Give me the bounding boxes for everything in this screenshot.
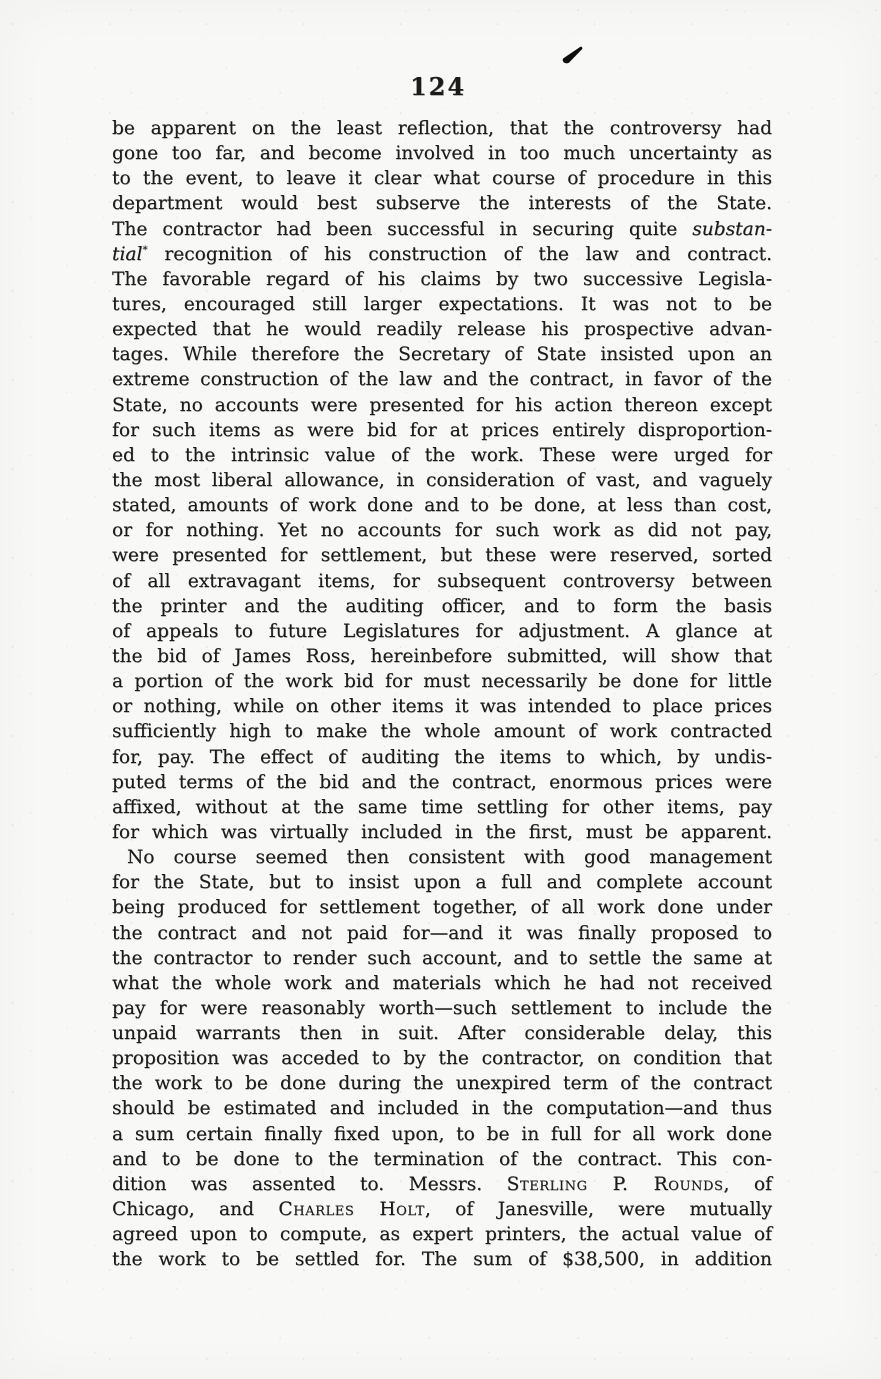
text-line: of appeals to future Legislatures for adjustment. A glance at	[112, 620, 772, 642]
text-segment-sc: Sterling P. Rounds	[506, 1173, 724, 1195]
text-line: being produced for settlement together, of all work done under	[112, 897, 772, 919]
text-segment-i: tial	[112, 243, 143, 265]
text-segment: , of	[723, 1173, 772, 1195]
text-line: should be estimated and included in the computation—and thus	[112, 1098, 772, 1120]
text-line: for such items as were bid for at prices entirely disproportion-	[112, 419, 772, 441]
text-segment-i: substan-	[692, 218, 772, 240]
text-line: tages. While therefore the Secretary of State insisted upon an	[112, 344, 772, 366]
text-line: agreed upon to compute, as expert printers, the actual value of	[112, 1224, 772, 1246]
text-line: the work to be done during the unexpired term of the contract	[112, 1073, 772, 1095]
text-line: stated, amounts of work done and to be done, at less than cost,	[112, 495, 772, 517]
text-line: for, pay. The effect of auditing the items to which, by undis-	[112, 746, 772, 768]
pen-stroke-icon	[562, 45, 584, 65]
text-line: the most liberal allowance, in consideration of vast, and vaguely	[112, 469, 772, 491]
text-line	[112, 217, 772, 242]
text-line: the work to be settled for. The sum of $38,500, in addition	[112, 1249, 772, 1271]
text-segment: , of Janesville, were mutually	[424, 1199, 772, 1221]
text-line: pay for were reasonably worth—such settlement to include the	[112, 997, 772, 1019]
text-segment: The contractor had been successful in securing quite	[112, 218, 693, 240]
text-line: the bid of James Ross, hereinbefore submitted, will show that	[112, 645, 772, 667]
text-line: be apparent on the least reflection, that the controversy had	[112, 118, 772, 139]
text-line: the contractor to render such account, and to settle the same at	[112, 947, 772, 969]
text-line	[112, 242, 772, 267]
text-line: sufficiently high to make the whole amount of work contracted	[112, 721, 772, 743]
text-line: affixed, without at the same time settling for other items, pay	[112, 796, 772, 818]
pen-stroke-shape	[563, 47, 583, 64]
text-line: proposition was acceded to by the contractor, on condition that	[112, 1048, 772, 1070]
text-line: the contract and not paid for—and it was finally proposed to	[112, 922, 772, 944]
text-line: No course seemed then consistent with good management	[127, 847, 772, 869]
text-line: a sum certain finally fixed upon, to be in full for all work done	[112, 1123, 772, 1145]
text-block	[112, 116, 772, 1272]
text-line: extreme construction of the law and the contract, in favor of the	[112, 369, 772, 391]
text-line: were presented for settlement, but these were reserved, sorted	[112, 545, 772, 567]
text-line: State, no accounts were presented for his action thereon except	[112, 394, 772, 416]
text-line: puted terms of the bid and the contract, enormous prices were	[112, 771, 772, 793]
text-line: what the whole work and materials which he had not received	[112, 972, 772, 994]
text-line: department would best subserve the interests of the State.	[112, 193, 772, 215]
text-line: of all extravagant items, for subsequent controversy between	[112, 570, 772, 592]
text-segment: dition was assented to. Messrs.	[112, 1173, 507, 1195]
text-line: the printer and the auditing officer, and to form the basis	[112, 595, 772, 617]
text-line: The favorable regard of his claims by two successive Legisla-	[112, 268, 772, 290]
text-line: for the State, but to insist upon a full and complete account	[112, 872, 772, 894]
text-segment-sc: Charles Holt	[278, 1199, 425, 1221]
text-line	[112, 1197, 772, 1222]
paragraph-2	[112, 845, 772, 1272]
text-line: gone too far, and become involved in too much uncertainty as	[112, 143, 772, 165]
text-line: or nothing, while on other items it was intended to place prices	[112, 696, 772, 718]
paragraph-1	[112, 116, 772, 845]
page-number: 124	[409, 72, 467, 101]
text-segment-sup: *	[142, 244, 148, 256]
text-segment: Chicago, and	[112, 1199, 279, 1221]
text-line: and to be done to the termination of the contract. This con-	[112, 1148, 772, 1170]
text-line: a portion of the work bid for must necessarily be done for little	[112, 671, 772, 693]
text-line: tures, encouraged still larger expectations. It was not to be	[112, 293, 772, 315]
text-segment: recognition of his construction of the law and contract.	[147, 243, 772, 265]
text-line: expected that he would readily release his prospective advan-	[112, 319, 772, 341]
text-line: ed to the intrinsic value of the work. These were urged for	[112, 444, 772, 466]
text-line: or for nothing. Yet no accounts for such work as did not pay,	[112, 520, 772, 542]
text-line	[112, 1172, 772, 1197]
text-line: to the event, to leave it clear what course of procedure in this	[112, 168, 772, 190]
text-line: for which was virtually included in the first, must be apparent.	[112, 821, 772, 843]
text-line: unpaid warrants then in suit. After considerable delay, this	[112, 1023, 772, 1045]
